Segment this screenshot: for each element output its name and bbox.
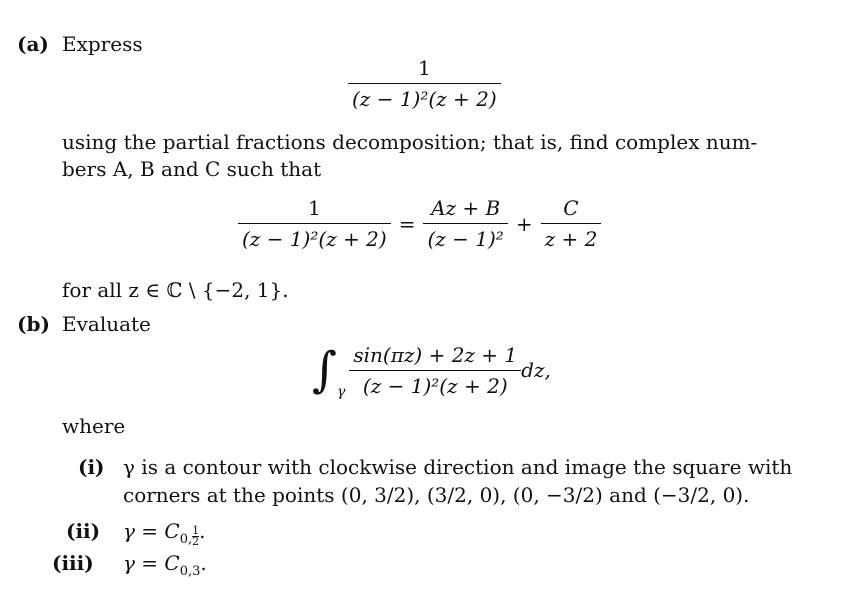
item-iii-expression [123, 551, 207, 579]
item-iii-pre: γ = C [123, 551, 180, 575]
part-a-paragraph-line1: using the partial fractions decomposition; that is, find complex num- [62, 130, 758, 154]
part-b-intro: Evaluate [62, 312, 151, 336]
item-ii-expression [123, 519, 206, 547]
expression-fraction [348, 56, 501, 111]
term1-denominator: (z − 1)² [423, 223, 507, 251]
integral-differential: dz, [521, 358, 551, 382]
lhs-denominator: (z − 1)²(z + 2) [238, 223, 391, 251]
integrand-numerator: sin(πz) + 2z + 1 [353, 342, 518, 367]
item-iii-post: . [200, 551, 207, 575]
decomposition-equation [238, 196, 601, 251]
item-i-label: (i) [78, 455, 105, 479]
plus-sign: + [515, 211, 533, 236]
part-a-intro: Express [62, 32, 143, 56]
item-i-line1: γ is a contour with clockwise direction and image the square with [123, 455, 793, 479]
item-ii-sub-num: 1 [192, 524, 200, 537]
integrand-denominator: (z − 1)²(z + 2) [349, 370, 521, 398]
item-ii-subscript: 0, [179, 532, 193, 547]
item-ii-pre: γ = C [123, 519, 180, 543]
item-ii-label: (ii) [66, 519, 101, 543]
part-a-paragraph-line2: bers A, B and C such that [62, 157, 322, 181]
integral-sign: ∫ [312, 342, 338, 398]
item-iii-subscript: 0,3 [179, 564, 201, 579]
integral-expression [312, 340, 551, 400]
part-b-label: (b) [17, 312, 50, 336]
integral-subscript: γ [337, 384, 346, 400]
expression-denominator: (z − 1)²(z + 2) [348, 83, 501, 111]
lhs-numerator: 1 [307, 196, 321, 220]
item-ii-sub-den: 2 [192, 535, 200, 548]
expression-numerator: 1 [417, 56, 431, 80]
where-text: where [62, 414, 126, 438]
part-a-label: (a) [17, 32, 49, 56]
part-a-condition: for all z ∈ ℂ \ {−2, 1}. [62, 278, 289, 302]
term2-denominator: z + 2 [541, 223, 602, 251]
term2-numerator: C [563, 196, 579, 220]
item-i-line2: corners at the points (0, 3/2), (3/2, 0), (0, −3/2) and (−3/2, 0). [123, 483, 750, 507]
term1-numerator: Az + B [431, 196, 501, 220]
item-iii-label: (iii) [52, 551, 94, 575]
equals-sign: = [398, 211, 416, 236]
item-ii-post: . [199, 519, 206, 543]
